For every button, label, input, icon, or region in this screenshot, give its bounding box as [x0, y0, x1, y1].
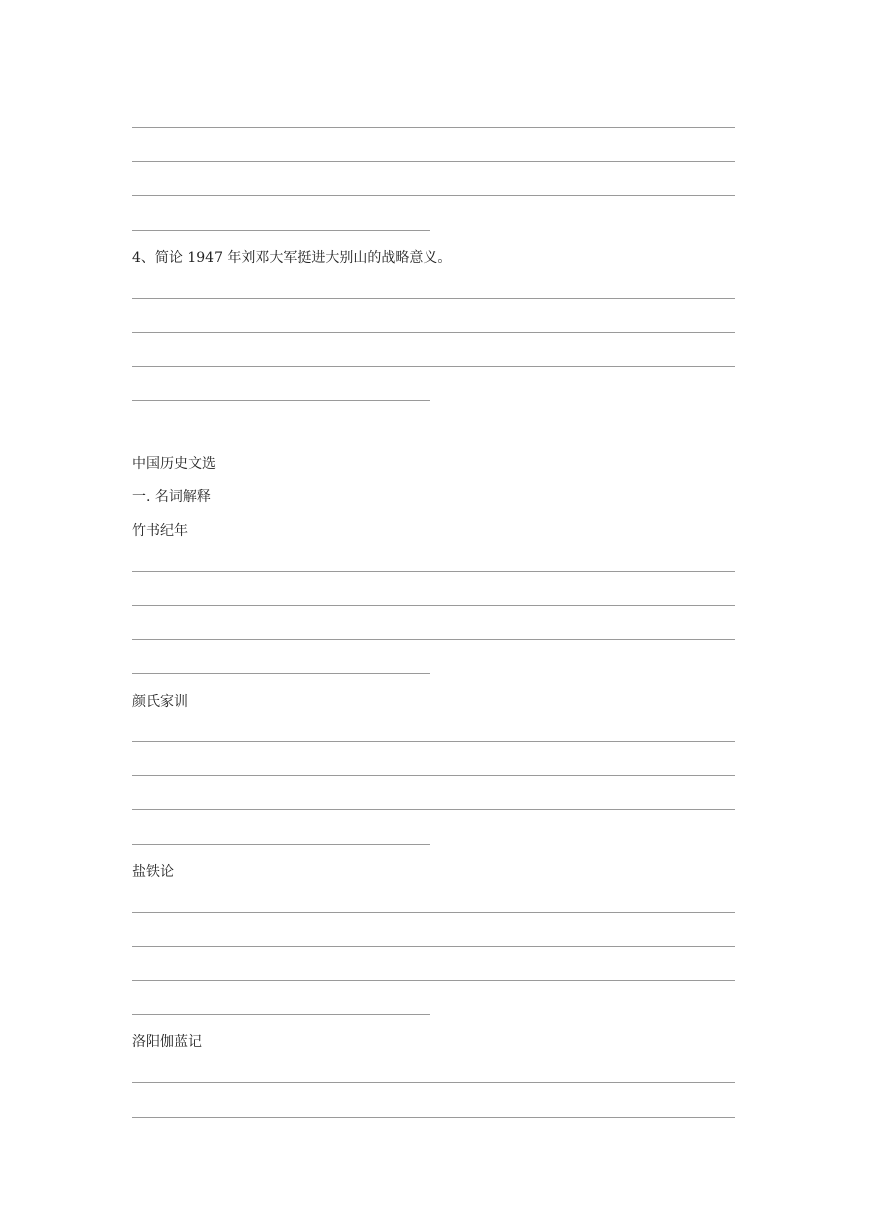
- answer-line[interactable]: [132, 1117, 735, 1118]
- answer-line[interactable]: [132, 298, 735, 299]
- answer-line[interactable]: [132, 980, 735, 981]
- term-label: 竹书纪年: [132, 523, 188, 539]
- term-label: 盐铁论: [132, 864, 174, 880]
- answer-line[interactable]: [132, 195, 735, 196]
- answer-line[interactable]: [132, 639, 735, 640]
- section-title: 中国历史文选: [132, 456, 216, 472]
- answer-line[interactable]: [132, 332, 735, 333]
- answer-line[interactable]: [132, 127, 735, 128]
- answer-line[interactable]: [132, 844, 430, 845]
- answer-line[interactable]: [132, 912, 735, 913]
- answer-line[interactable]: [132, 1014, 430, 1015]
- answer-line[interactable]: [132, 400, 430, 401]
- answer-line[interactable]: [132, 571, 735, 572]
- question-4: 4、简论 1947 年刘邓大军挺进大别山的战略意义。: [132, 250, 452, 266]
- answer-line[interactable]: [132, 230, 430, 231]
- answer-line[interactable]: [132, 1082, 735, 1083]
- answer-line[interactable]: [132, 741, 735, 742]
- term-label: 洛阳伽蓝记: [132, 1034, 202, 1050]
- answer-line[interactable]: [132, 605, 735, 606]
- answer-line[interactable]: [132, 366, 735, 367]
- section-subtitle: 一. 名词解释: [132, 489, 211, 505]
- answer-line[interactable]: [132, 775, 735, 776]
- answer-line[interactable]: [132, 946, 735, 947]
- answer-line[interactable]: [132, 673, 430, 674]
- answer-line[interactable]: [132, 161, 735, 162]
- answer-line[interactable]: [132, 809, 735, 810]
- term-label: 颜氏家训: [132, 694, 188, 710]
